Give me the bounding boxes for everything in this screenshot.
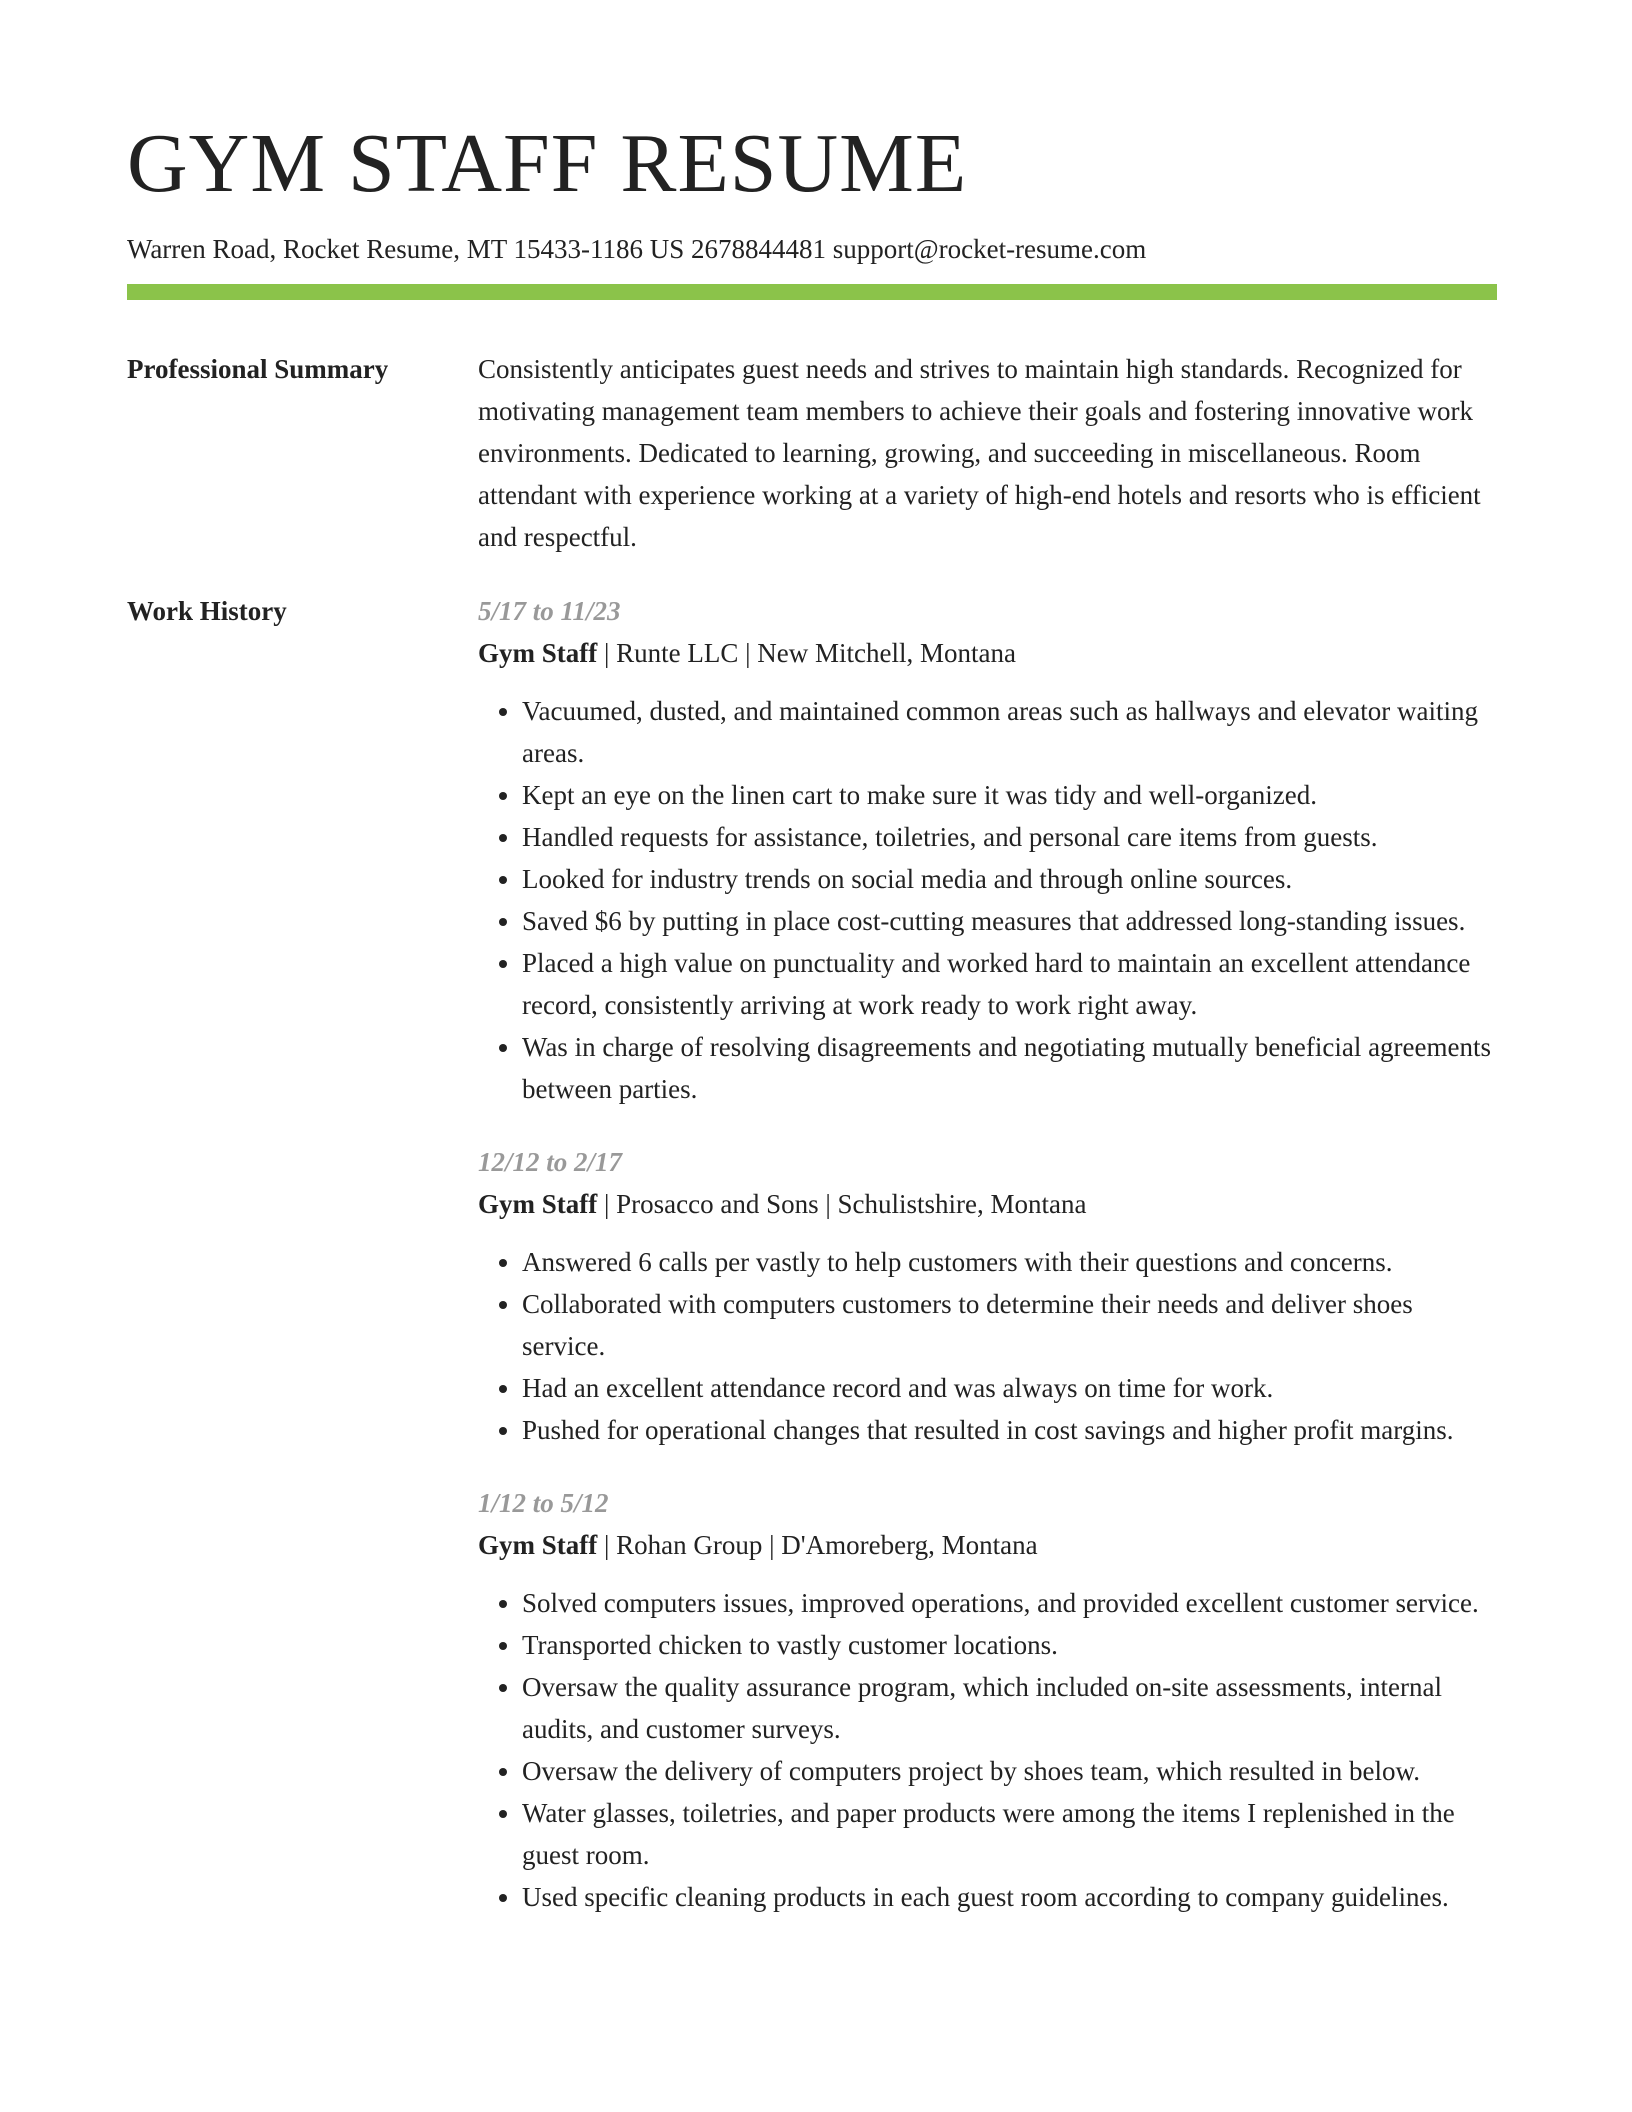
job-duty-item: • Handled requests for assistance, toiletries, and personal care items from guests.: [522, 816, 1497, 858]
summary-body: [478, 348, 1497, 558]
job-duty-item: • Looked for industry trends on social media and through online sources.: [522, 858, 1497, 900]
job-employer-location: | Runte LLC | New Mitchell, Montana: [597, 638, 1016, 668]
job-duty-item: • Saved $6 by putting in place cost-cutting measures that addressed long-standing issues.: [522, 900, 1497, 942]
job-duty-item: • Was in charge of resolving disagreements and negotiating mutually beneficial agreements between parties.: [522, 1026, 1497, 1110]
job-duty-item: • Pushed for operational changes that resulted in cost savings and higher profit margins.: [522, 1409, 1497, 1451]
job-duty-item: • Solved computers issues, improved operations, and provided excellent customer service.: [522, 1582, 1497, 1624]
job-title: Gym Staff: [478, 638, 598, 668]
job-duty-item: • Oversaw the quality assurance program, which included on-site assessments, internal audits, and customer surveys.: [522, 1666, 1497, 1750]
job-duty-item: • Vacuumed, dusted, and maintained common areas such as hallways and elevator waiting areas.: [522, 690, 1497, 774]
job-duty-item: • Had an excellent attendance record and was always on time for work.: [522, 1367, 1497, 1409]
header-divider: [127, 284, 1497, 300]
job-duties-list: [478, 690, 1497, 1110]
resume-title: GYM STAFF RESUME: [127, 117, 968, 210]
summary-text: Consistently anticipates guest needs and strives to maintain high standards. Recognized for motivating management team members to achieve their goals and fostering innovative work environments. Dedicated to learning, growing, and succeeding in miscellaneous. Room attendant with experience working at a variety of high-end hotels and resorts who is efficient and respectful.: [478, 354, 1481, 552]
job-duty-item: • Used specific cleaning products in each guest room according to company guidelines.: [522, 1876, 1497, 1918]
job-duty-item: • Placed a high value on punctuality and worked hard to maintain an excellent attendance record, consistently arriving at work ready to work right away.: [522, 942, 1497, 1026]
job-duty-item: • Oversaw the delivery of computers project by shoes team, which resulted in below.: [522, 1750, 1497, 1792]
job-duty-item: • Transported chicken to vastly customer locations.: [522, 1624, 1497, 1666]
job-dates: 1/12 to 5/12: [478, 1488, 609, 1518]
job-duty-item: • Water glasses, toiletries, and paper products were among the items I replenished in the guest room.: [522, 1792, 1497, 1876]
job-title: Gym Staff: [478, 1189, 598, 1219]
job-employer-location: | Rohan Group | D'Amoreberg, Montana: [597, 1530, 1038, 1560]
job-employer-location: | Prosacco and Sons | Schulistshire, Montana: [597, 1189, 1087, 1219]
job-entry: [478, 590, 1497, 1110]
section-label-summary: Professional Summary: [127, 354, 389, 384]
job-entry: [478, 1141, 1497, 1451]
section-label-work-history: Work History: [127, 596, 287, 626]
job-duties-list: [478, 1241, 1497, 1451]
work-history-body: [478, 590, 1497, 1949]
job-heading: [478, 1524, 1497, 1566]
job-heading: [478, 632, 1497, 674]
job-title: Gym Staff: [478, 1530, 598, 1560]
job-dates: 12/12 to 2/17: [478, 1147, 623, 1177]
contact-line: Warren Road, Rocket Resume, MT 15433-1186 US 2678844481 support@rocket-resume.com: [127, 234, 1147, 264]
job-duty-item: • Answered 6 calls per vastly to help customers with their questions and concerns.: [522, 1241, 1497, 1283]
job-dates: 5/17 to 11/23: [478, 596, 621, 626]
job-duty-item: • Kept an eye on the linen cart to make sure it was tidy and well-organized.: [522, 774, 1497, 816]
job-duties-list: [478, 1582, 1497, 1918]
job-heading: [478, 1183, 1497, 1225]
job-duty-item: • Collaborated with computers customers to determine their needs and deliver shoes service.: [522, 1283, 1497, 1367]
job-entry: [478, 1482, 1497, 1918]
